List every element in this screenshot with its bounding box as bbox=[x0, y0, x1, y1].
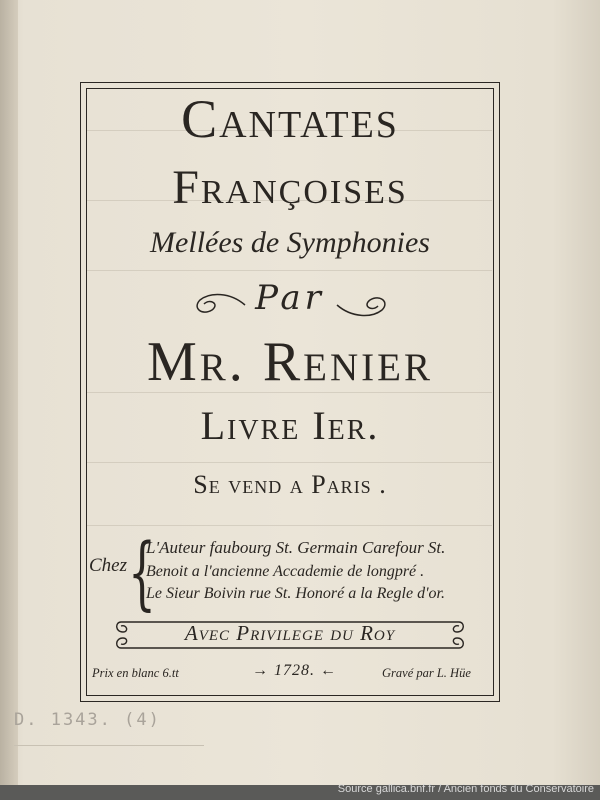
chez-label: Chez bbox=[89, 555, 127, 576]
flourish-right bbox=[332, 290, 392, 320]
arrow-left-icon: ← bbox=[320, 662, 337, 679]
subtitle: Mellées de Symphonies bbox=[150, 226, 430, 259]
address-line-3: Le Sieur Boivin rue St. Honoré a la Regle d'or. bbox=[146, 585, 445, 602]
address-line-2: Benoit a l'ancienne Accademie de longpré . bbox=[146, 563, 425, 580]
volume-label: Livre Ier. bbox=[200, 403, 380, 448]
engraver-label: Gravé par L. Hüe bbox=[382, 666, 471, 680]
author-surname: Renier bbox=[262, 331, 433, 393]
sold-at-label: Se vend a Paris . bbox=[193, 470, 387, 499]
by-line: Par bbox=[255, 278, 325, 318]
year-value: 1728. bbox=[274, 662, 315, 679]
source-credit: Source gallica.bnf.fr / Ancien fonds du Conservatoire bbox=[337, 783, 594, 795]
shelfmark-rule bbox=[14, 745, 204, 746]
price-label: Prix en blanc 6.tt bbox=[92, 666, 179, 680]
library-shelfmark: D. 1343. (4) bbox=[14, 710, 161, 730]
privilege-label: Avec Privilege du Roy bbox=[184, 621, 396, 645]
binding-fold bbox=[0, 0, 18, 785]
year-label bbox=[252, 662, 337, 680]
arrow-right-icon: → bbox=[252, 662, 269, 679]
author-name bbox=[90, 330, 490, 394]
address-line-1: L'Auteur faubourg St. Germain Carefour St. bbox=[146, 538, 446, 557]
title-line-2: Françoises bbox=[172, 161, 408, 214]
title-line-1: Cantates bbox=[181, 89, 399, 149]
brace-glyph: { bbox=[128, 526, 156, 619]
author-prefix: Mr. bbox=[147, 331, 246, 393]
